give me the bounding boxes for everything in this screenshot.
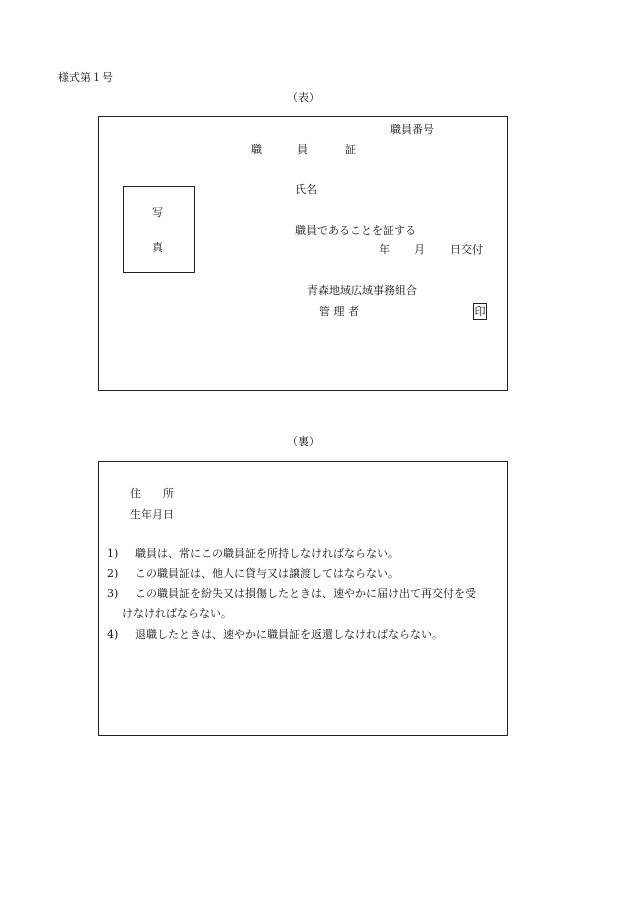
note-number: 1) <box>107 547 119 560</box>
photo-label-char: 真 <box>152 241 163 254</box>
front-side-label: （表） <box>287 91 320 104</box>
name-label: 氏名 <box>295 183 317 196</box>
back-side-label: （裏） <box>287 435 320 448</box>
birthdate-label: 生年月日 <box>130 508 174 521</box>
note-number: 2) <box>107 567 119 580</box>
card-title-char: 員 <box>297 143 308 156</box>
note-number: 3) <box>107 587 119 600</box>
manager-title: 管 理 者 <box>319 305 359 318</box>
note-text: 職員は、常にこの職員証を所持しなければならない。 <box>135 547 399 560</box>
id-card-back <box>98 461 508 736</box>
issue-year-label: 年 <box>379 243 390 256</box>
certify-text: 職員であることを証する <box>295 224 416 237</box>
id-card-front <box>98 116 508 391</box>
form-number: 様式第１号 <box>58 71 113 84</box>
note-text-continued: けなければならない。 <box>122 607 232 620</box>
note-text: この職員証は、他人に貸与又は譲渡してはならない。 <box>135 567 399 580</box>
note-number: 4) <box>107 628 119 641</box>
note-text: この職員証を紛失又は損傷したときは、速やかに届け出て再交付を受 <box>135 587 476 600</box>
card-title-char: 証 <box>345 143 356 156</box>
issue-day-label: 日交付 <box>450 243 483 256</box>
seal-box: 印 <box>474 305 486 318</box>
photo-label-char: 写 <box>152 206 163 219</box>
card-title-char: 職 <box>251 143 262 156</box>
photo-box <box>123 186 195 273</box>
issue-month-label: 月 <box>414 243 425 256</box>
issuer-name: 青森地域広域事務組合 <box>307 284 417 297</box>
address-label: 住 所 <box>130 487 174 500</box>
staff-number-label: 職員番号 <box>390 123 434 136</box>
note-text: 退職したときは、速やかに職員証を返還しなければならない。 <box>135 628 443 641</box>
